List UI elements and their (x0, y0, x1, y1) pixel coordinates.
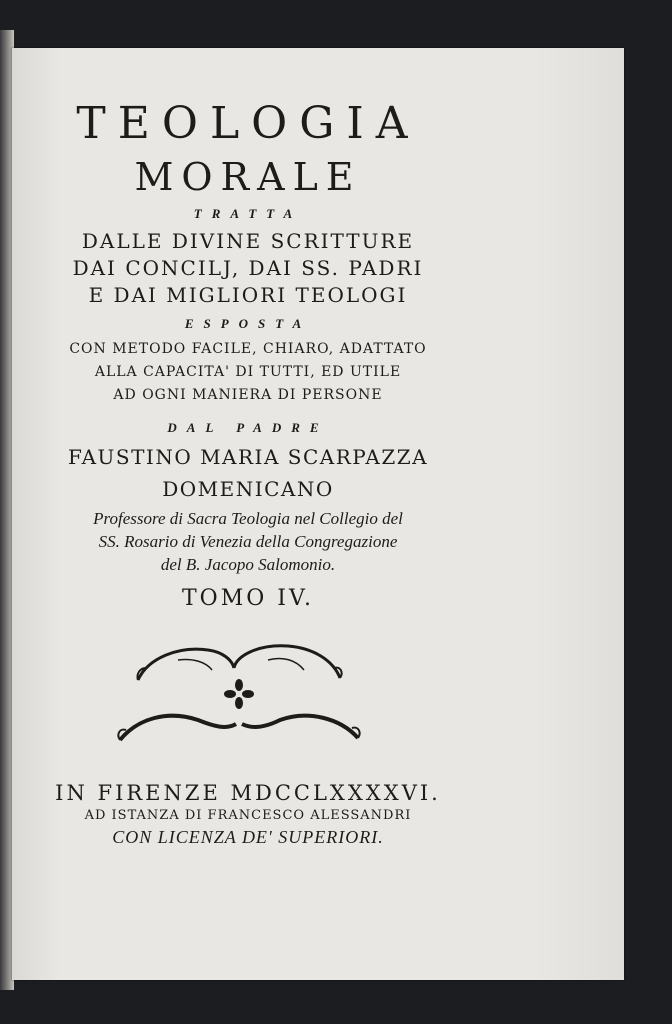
title-line-1: TEOLOGIA (76, 98, 420, 149)
esposta-label: ESPOSTA (184, 316, 312, 331)
printer-ornament-icon (108, 638, 368, 748)
sources-line-2: DAI CONCILJ, DAI SS. PADRI (72, 256, 424, 280)
title-page (12, 48, 624, 980)
volume-number: TOMO IV. (182, 586, 314, 611)
method-line-2: ALLA CAPACITA' DI TUTTI, ED UTILE (94, 364, 402, 380)
author-role-line-3: del B. Jacopo Salomonio. (160, 555, 336, 574)
imprint-publisher: AD ISTANZA DI FRANCESCO ALESSANDRI (84, 808, 412, 823)
author-order: DOMENICANO (162, 477, 334, 501)
method-line-3: AD OGNI MANIERA DI PERSONE (113, 387, 383, 403)
author-name: FAUSTINO MARIA SCARPAZZA (67, 445, 429, 469)
sources-line-3: E DAI MIGLIORI TEOLOGI (88, 283, 408, 307)
author-role-line-1: Professore di Sacra Teologia nel Collegio del (93, 509, 403, 528)
sources-line-1: DALLE DIVINE SCRITTURE (81, 229, 415, 253)
imprint-license: CON LICENZA DE' SUPERIORI. (112, 827, 384, 847)
method-line-1: CON METODO FACILE, CHIARO, ADATTATO (69, 341, 427, 357)
tratta-label: TRATTA (193, 206, 303, 221)
author-role-line-2: SS. Rosario di Venezia della Congregazione (98, 532, 398, 551)
title-line-2: MORALE (134, 155, 362, 199)
imprint-place-date: IN FIRENZE MDCCLXXXXVI. (55, 781, 441, 805)
dal-padre-label: DAL PADRE (167, 420, 329, 435)
